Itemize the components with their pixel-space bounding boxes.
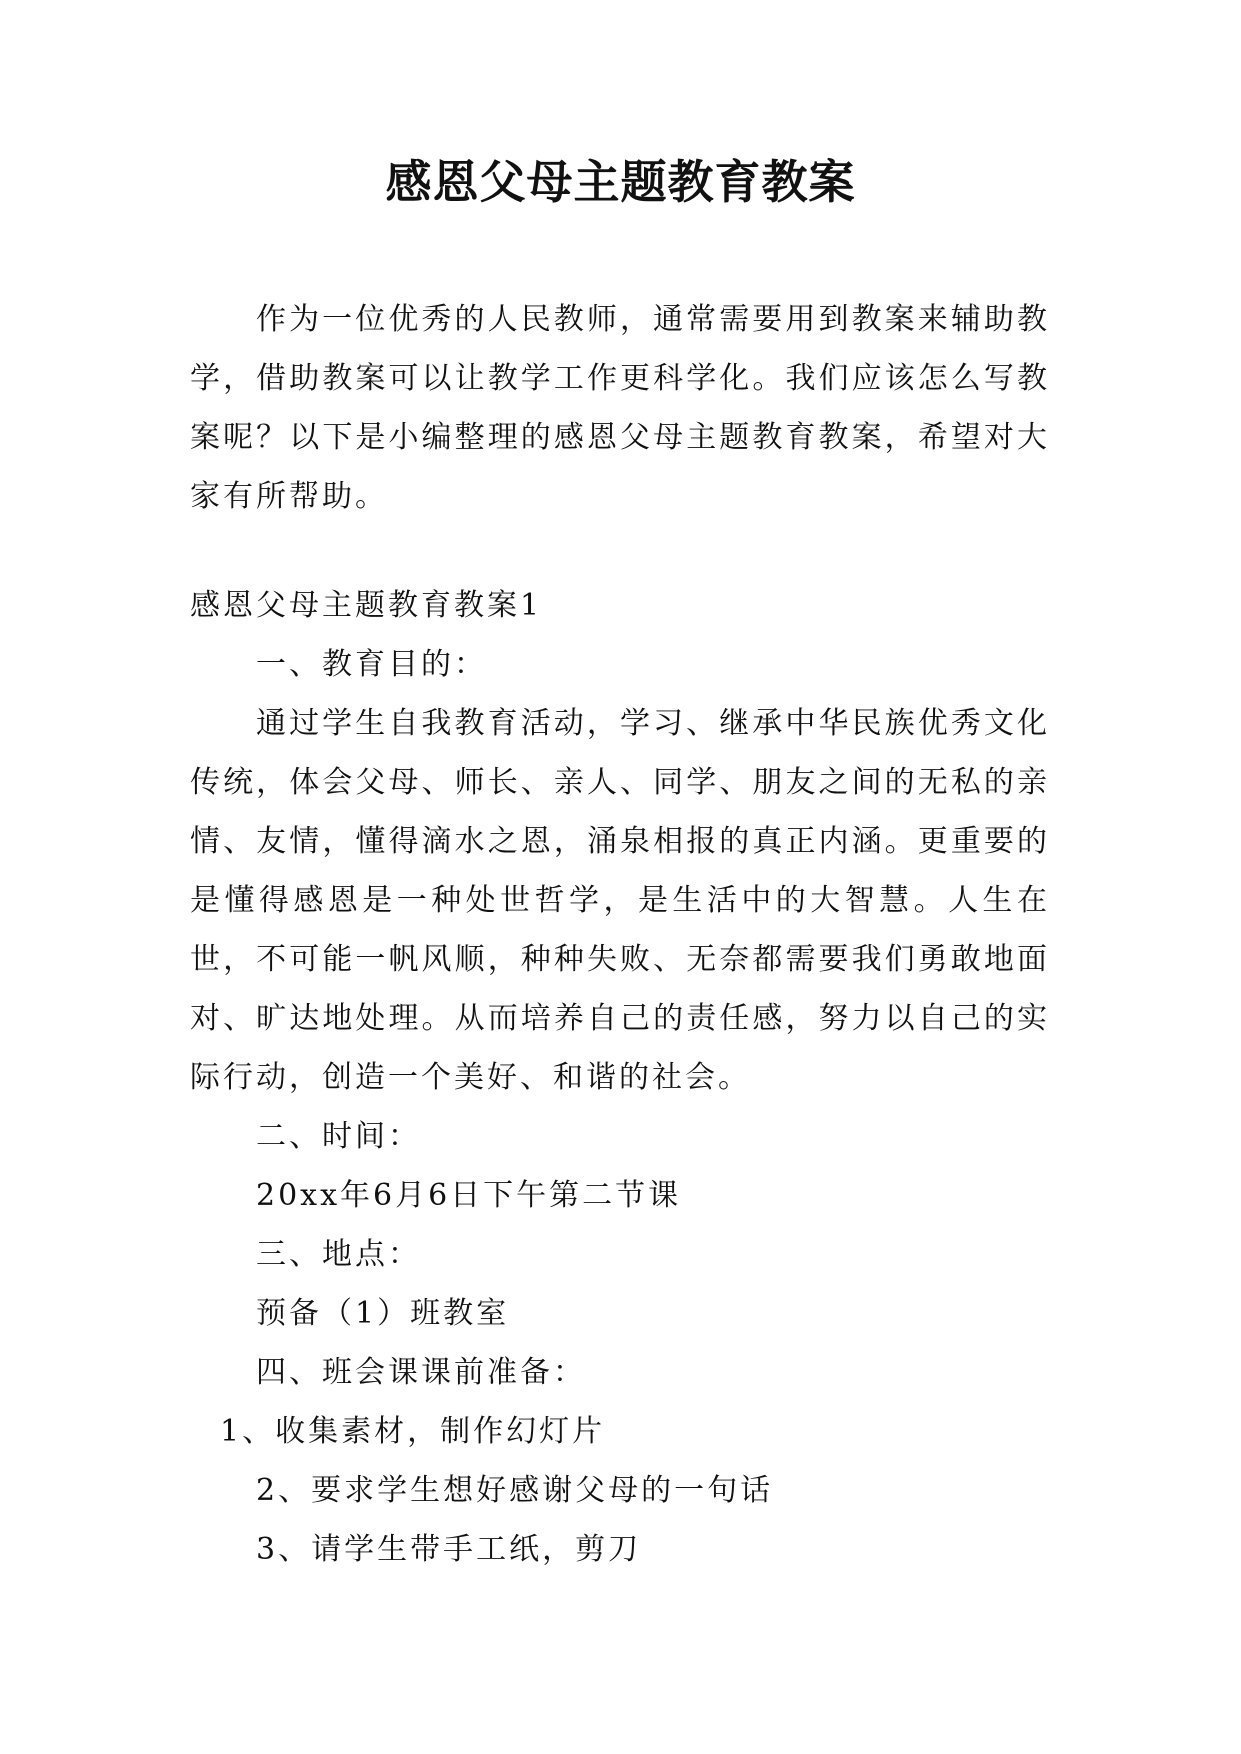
time-value: 20xx年6月6日下午第二节课: [256, 1178, 682, 1213]
document-title: 感恩父母主题教育教案: [385, 155, 856, 209]
prep-item: 3、请学生带手工纸，剪刀: [256, 1532, 642, 1567]
time-heading: 二、时间：: [256, 1119, 421, 1154]
goal-paragraph: 通过学生自我教育活动，学习、继承中华民族优秀文化传统，体会父母、师长、亲人、同学、朋友之间的无私的亲情、友情，懂得滴水之恩，涌泉相报的真正内涵。更重要的是懂得感恩是一种处世哲学，是生活中的大智慧。人生在世，不可能一帆风顺，种种失败、无奈都需要我们勇敢地面对、旷达地处理。从而培养自己的责任感，努力以自己的实际行动，创造一个美好、和谐的社会。: [190, 706, 1050, 1095]
prep-heading: 四、班会课课前准备：: [256, 1355, 586, 1390]
prep-item: 2、要求学生想好感谢父母的一句话: [256, 1473, 774, 1508]
section-heading: 感恩父母主题教育教案1: [190, 588, 543, 623]
goal-heading: 一、教育目的：: [256, 647, 487, 682]
intro-paragraph: 作为一位优秀的人民教师，通常需要用到教案来辅助教学，借助教案可以让教学工作更科学化。我们应该怎么写教案呢？以下是小编整理的感恩父母主题教育教案，希望对大家有所帮助。: [190, 302, 1050, 514]
place-heading: 三、地点：: [256, 1237, 421, 1272]
prep-item: 1、收集素材，制作幻灯片: [220, 1414, 606, 1449]
place-value: 预备（1）班教室: [256, 1296, 510, 1331]
lesson-plan-body: [190, 576, 1080, 1579]
